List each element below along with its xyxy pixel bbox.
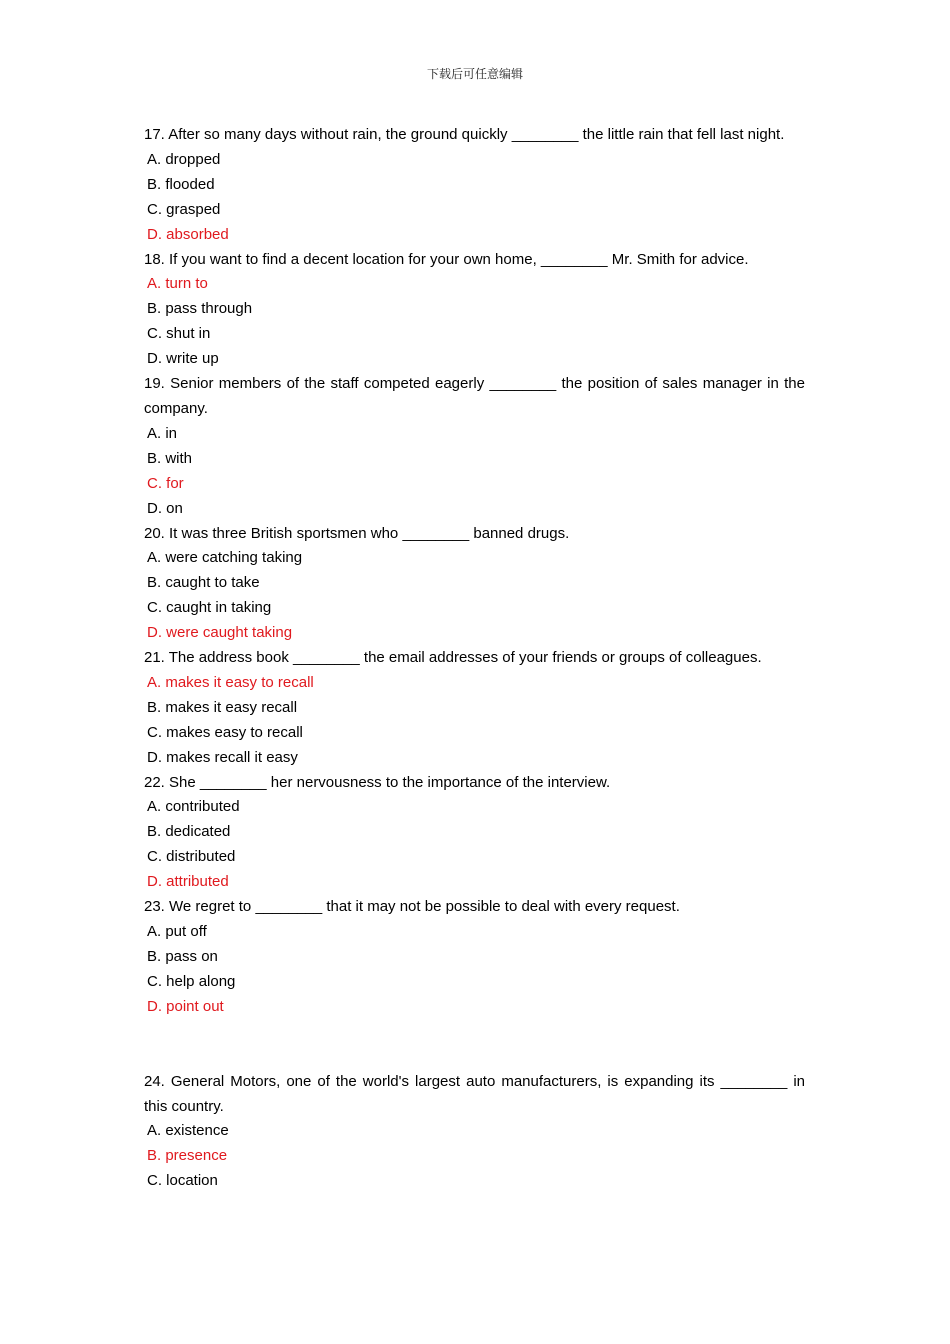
question-stem: 24. General Motors, one of the world's largest auto manufacturers, is expanding its ________ in this country.: [144, 1072, 805, 1115]
answer-option: B. pass on: [147, 947, 218, 965]
question-block: [144, 646, 805, 771]
answer-option-correct: A. makes it easy to recall: [147, 673, 314, 691]
page-header: 下载后可任意编辑: [426, 67, 523, 81]
answer-option: B. caught to take: [147, 574, 260, 592]
answer-option: D. on: [147, 499, 183, 517]
question-stem: 19. Senior members of the staff competed eagerly ________ the position of sales manager in the company.: [144, 375, 805, 417]
answer-option: C. help along: [147, 972, 236, 990]
question-stem: 22. She ________ her nervousness to the importance of the interview.: [144, 773, 611, 791]
answer-option: B. with: [147, 449, 193, 467]
answer-option: A. existence: [147, 1122, 229, 1140]
answer-option: C. distributed: [147, 848, 236, 866]
answer-option: C. makes easy to recall: [147, 723, 303, 741]
question-list: [144, 123, 805, 1194]
answer-option: B. makes it easy recall: [147, 698, 298, 716]
answer-option-correct: A. turn to: [147, 275, 208, 293]
question-block: [144, 1070, 805, 1195]
answer-option: B. pass through: [147, 300, 253, 318]
answer-option: A. were catching taking: [147, 549, 303, 567]
answer-option-correct: D. were caught taking: [147, 624, 293, 642]
answer-option: D. makes recall it easy: [147, 748, 298, 766]
answer-option-correct: C. for: [147, 474, 184, 492]
question-block: [144, 123, 805, 248]
answer-option-correct: D. attributed: [147, 873, 229, 891]
answer-option: C. shut in: [147, 325, 211, 343]
answer-option: A. put off: [147, 923, 207, 940]
answer-option: A. in: [147, 424, 178, 442]
answer-option-correct: D. point out: [147, 997, 224, 1015]
answer-option: A. dropped: [147, 150, 221, 168]
answer-option-correct: D. absorbed: [147, 225, 229, 243]
answer-option: B. dedicated: [147, 823, 231, 841]
answer-option: A. contributed: [147, 798, 240, 816]
answer-option: B. flooded: [147, 175, 215, 193]
answer-option: D. write up: [147, 350, 219, 368]
answer-option: C. caught in taking: [147, 599, 272, 617]
question-stem: 21. The address book ________ the email addresses of your friends or groups of colleagues.: [144, 649, 762, 667]
question-block: [144, 522, 805, 647]
question-stem: 20. It was three British sportsmen who ________ banned drugs.: [144, 524, 570, 542]
question-stem: 23. We regret to ________ that it may not be possible to deal with every request.: [144, 898, 680, 916]
question-stem: 17. After so many days without rain, the ground quickly ________ the little rain that fell last night.: [144, 126, 785, 143]
question-block: [144, 372, 805, 521]
paragraph-spacer: [144, 1020, 805, 1070]
question-block: [144, 771, 805, 896]
question-block: [144, 895, 805, 1020]
answer-option: C. grasped: [147, 200, 221, 218]
answer-option-correct: B. presence: [147, 1147, 228, 1165]
answer-option: C. location: [147, 1172, 218, 1190]
question-stem: 18. If you want to find a decent location for your own home, ________ Mr. Smith for advice.: [144, 250, 749, 268]
question-block: [144, 248, 805, 373]
